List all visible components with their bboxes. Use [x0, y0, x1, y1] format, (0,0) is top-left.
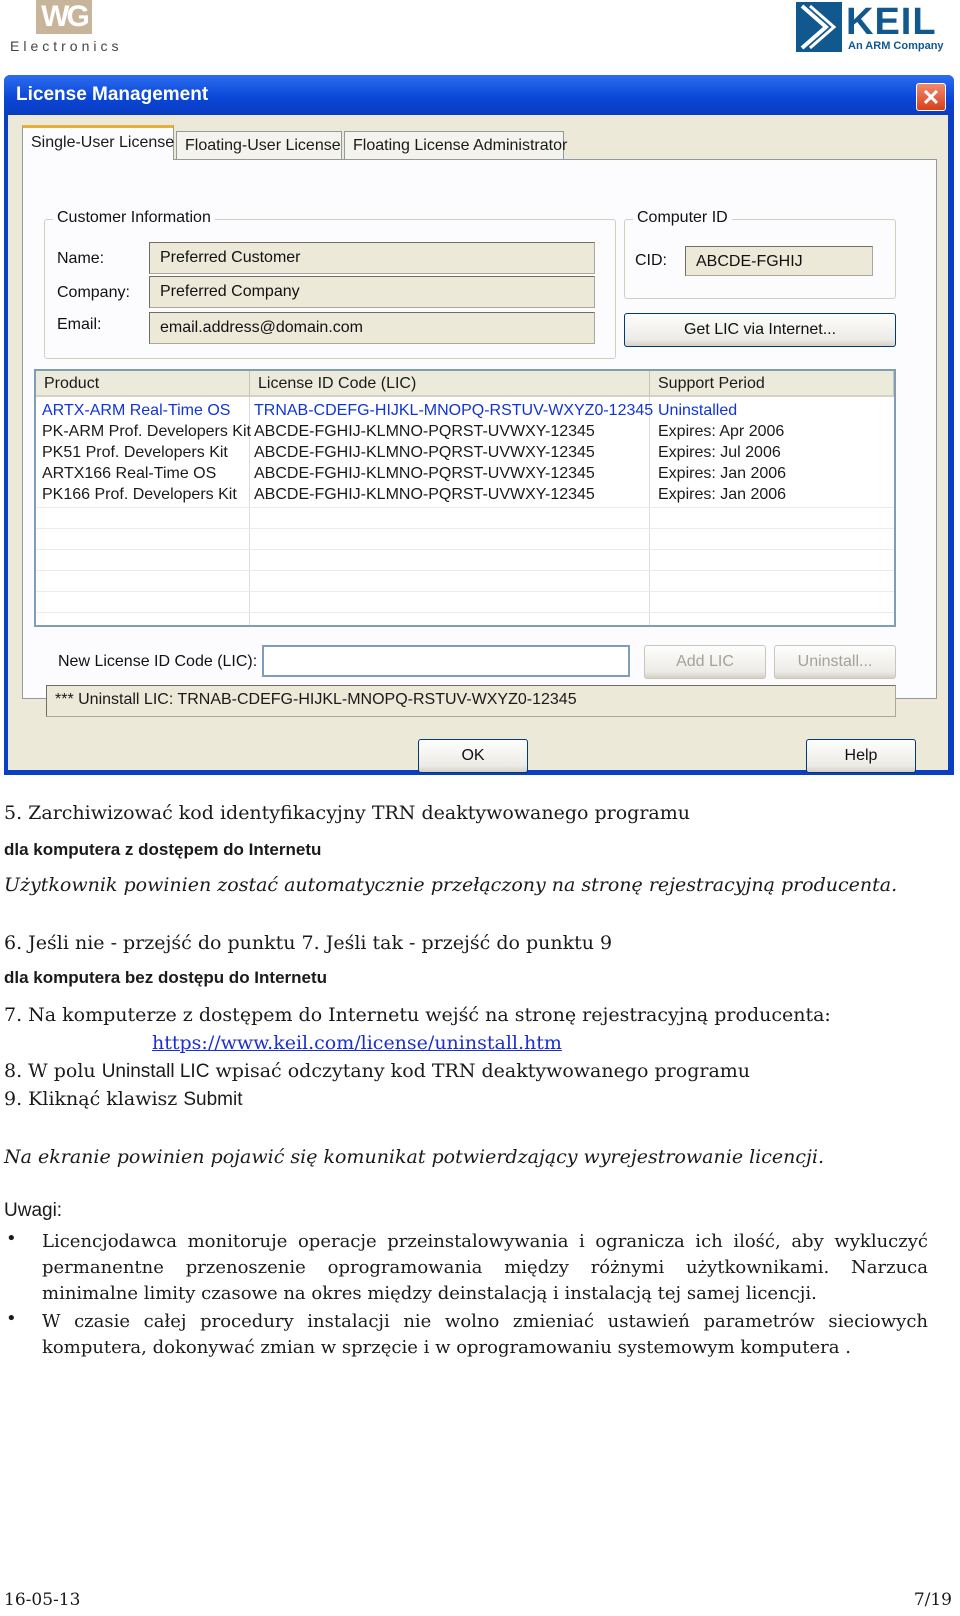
row-divider — [36, 507, 894, 508]
cell-lic: ABCDE-FGHIJ-KLMNO-PQRST-UVWXY-12345 — [254, 465, 595, 482]
keil-logo-word: KEIL — [846, 1, 937, 43]
step-6: 6. Jeśli nie - przejść do punktu 7. Jeśli tak - przejść do punktu 9 — [4, 932, 613, 954]
cell-product: ARTX-ARM Real-Time OS — [42, 402, 231, 419]
cell-lic: TRNAB-CDEFG-HIJKL-MNOPQ-RSTUV-WXYZ0-12345 — [254, 402, 654, 419]
uninstall-url-link[interactable]: https://www.keil.com/license/uninstall.htm — [152, 1032, 562, 1054]
wg-logo-text: Electronics — [10, 38, 123, 54]
cell-product: ARTX166 Real-Time OS — [42, 465, 217, 482]
new-lic-label: New License ID Code (LIC): — [58, 653, 258, 670]
wg-electronics-logo — [6, 0, 126, 58]
heading-online: dla komputera z dostępem do Internetu — [4, 840, 322, 859]
bullet-icon: • — [6, 1308, 17, 1329]
step-9-prefix: 9. Kliknąć klawisz — [4, 1088, 184, 1110]
step-9-button-name: Submit — [183, 1089, 243, 1110]
table-row[interactable] — [36, 422, 894, 442]
column-header-lic[interactable]: License ID Code (LIC) — [250, 371, 650, 397]
table-row[interactable] — [36, 485, 894, 505]
step-8 — [4, 1060, 750, 1083]
row-divider — [36, 528, 894, 529]
footer-page-number: 7/19 — [913, 1590, 952, 1610]
name-field[interactable]: Preferred Customer — [149, 242, 595, 274]
cell-lic: ABCDE-FGHIJ-KLMNO-PQRST-UVWXY-12345 — [254, 444, 595, 461]
company-field[interactable]: Preferred Company — [149, 276, 595, 308]
keil-logo-subtitle: An ARM Company — [848, 40, 944, 52]
computer-id-group — [624, 209, 896, 299]
help-button[interactable]: Help — [806, 739, 916, 773]
status-text: *** Uninstall LIC: TRNAB-CDEFG-HIJKL-MNOPQ-RSTUV-WXYZ0-12345 — [46, 685, 896, 717]
keil-logo-icon — [796, 2, 842, 52]
dialog-client-area — [8, 115, 948, 770]
tab-floating-license-administrator[interactable]: Floating License Administrator — [344, 131, 564, 159]
license-table — [34, 369, 896, 627]
customer-information-group — [44, 209, 616, 359]
email-field[interactable]: email.address@domain.com — [149, 312, 595, 344]
remark-1: Licencjodawca monitoruje operacje przeinstalowywania i ogranicza ich ilość, aby wykluczyć permanentne przenoszenie oprogramowania między różnymi użytkownikami. Narzuca minimalne limity czasowe na okres między deinstalacją i instalacją tej samej licencji. — [42, 1231, 928, 1304]
step-8-field-name: Uninstall LIC — [101, 1061, 210, 1082]
cell-product: PK166 Prof. Developers Kit — [42, 486, 237, 503]
table-row[interactable] — [36, 401, 894, 421]
row-divider — [36, 591, 894, 592]
tab-floating-user-license[interactable]: Floating-User License — [176, 131, 342, 159]
cell-support: Expires: Apr 2006 — [658, 423, 785, 440]
cell-support: Expires: Jul 2006 — [658, 444, 781, 461]
column-header-support-period[interactable]: Support Period — [650, 371, 894, 397]
get-lic-via-internet-button[interactable]: Get LIC via Internet... — [624, 313, 896, 347]
step-8-suffix: wpisać odczytany kod TRN deaktywowanego programu — [209, 1060, 751, 1082]
ok-button[interactable]: OK — [418, 739, 528, 773]
step-9 — [4, 1088, 242, 1111]
add-lic-button[interactable]: Add LIC — [644, 645, 766, 679]
computer-id-label: Computer ID — [633, 209, 732, 227]
cid-label: CID: — [635, 252, 667, 269]
cell-product: PK-ARM Prof. Developers Kit — [42, 423, 251, 440]
row-divider — [36, 570, 894, 571]
heading-offline: dla komputera bez dostępu do Internetu — [4, 968, 328, 987]
cell-product: PK51 Prof. Developers Kit — [42, 444, 228, 461]
close-icon: ✕ — [921, 85, 941, 110]
bullet-icon: • — [6, 1228, 17, 1249]
cid-field[interactable]: ABCDE-FGHIJ — [685, 246, 873, 276]
company-label: Company: — [57, 284, 130, 301]
customer-information-label: Customer Information — [53, 209, 215, 227]
license-management-window — [4, 75, 954, 775]
step-7: 7. Na komputerze z dostępem do Internetu wejść na stronę rejestracyjną producenta: — [4, 1004, 831, 1026]
note-redirect: Użytkownik powinien zostać automatycznie przełączony na stronę rejestracyjną producenta. — [4, 874, 898, 896]
footer-date: 16-05-13 — [4, 1590, 81, 1610]
row-divider — [36, 612, 894, 613]
table-row[interactable] — [36, 443, 894, 463]
step-8-prefix: 8. W polu — [4, 1060, 102, 1082]
cell-lic: ABCDE-FGHIJ-KLMNO-PQRST-UVWXY-12345 — [254, 423, 595, 440]
close-button[interactable] — [916, 83, 946, 111]
cell-lic: ABCDE-FGHIJ-KLMNO-PQRST-UVWXY-12345 — [254, 486, 595, 503]
tab-single-user-license[interactable]: Single-User License — [22, 125, 174, 160]
wg-logo-mark: WG — [36, 0, 92, 34]
row-divider — [36, 549, 894, 550]
remark-2: W czasie całej procedury instalacji nie wolno zmieniać ustawień parametrów sieciowych komputera, dokonywać zmian w sprzęcie i w oprogramowaniu systemowym komputera . — [42, 1311, 928, 1358]
note-confirm: Na ekranie powinien pojawić się komunikat potwierdzający wyrejestrowanie licencji. — [4, 1146, 825, 1168]
title-bar — [4, 75, 954, 115]
name-label: Name: — [57, 250, 105, 267]
remarks-title: Uwagi: — [4, 1200, 63, 1221]
email-label: Email: — [57, 316, 102, 333]
table-row[interactable] — [36, 464, 894, 484]
column-header-product[interactable]: Product — [36, 371, 250, 397]
window-title: License Management — [16, 84, 209, 105]
cell-support: Uninstalled — [658, 402, 738, 419]
step-5: 5. Zarchiwizować kod identyfikacyjny TRN deaktywowanego programu — [4, 802, 691, 824]
uninstall-button[interactable]: Uninstall... — [774, 645, 896, 679]
cell-support: Expires: Jan 2006 — [658, 486, 787, 503]
keil-logo — [796, 2, 956, 54]
cell-support: Expires: Jan 2006 — [658, 465, 787, 482]
new-lic-input[interactable] — [262, 645, 630, 677]
